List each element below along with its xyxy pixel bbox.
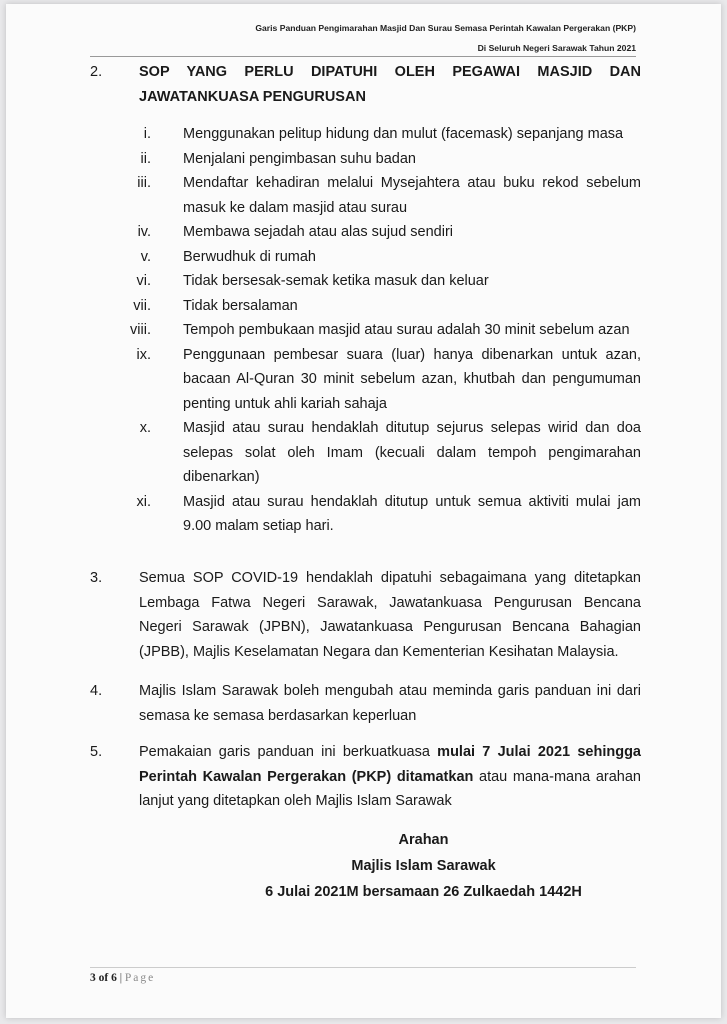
list-item-text: [183, 490, 641, 539]
page-number: 3 of 6: [90, 972, 117, 984]
text-line: Negeri Sarawak (JPBN), Jawatankuasa Pengurusan Bencana Bahagian: [139, 619, 641, 635]
list-item-number: viii.: [130, 322, 151, 338]
section-paragraph: [139, 566, 641, 664]
text-line: [139, 740, 641, 765]
list-item: [90, 269, 641, 294]
text-run: Pemakaian garis panduan ini berkuatkuasa: [139, 744, 438, 760]
list-item: [90, 318, 641, 343]
closing-line: Majlis Islam Sarawak: [351, 858, 496, 874]
list-item: [90, 490, 641, 539]
list-item-number: vi.: [136, 273, 151, 289]
list-item-number: vii.: [133, 297, 151, 314]
section-number: 5.: [90, 744, 103, 760]
text-run-bold: mulai 7 Julai 2021 sehingga: [437, 744, 641, 760]
list-item-text: [183, 416, 641, 490]
list-item: [90, 171, 641, 220]
text-line: (JPBB), Majlis Keselamatan Negara dan Kementerian Kesihatan Malaysia.: [139, 643, 619, 660]
list-item-number: i.: [143, 126, 151, 142]
text-line: Lembaga Fatwa Negeri Sarawak, Jawatankuasa Pengurusan Bencana: [139, 594, 641, 611]
text-line: lanjut yang ditetapkan oleh Majlis Islam Sarawak: [139, 793, 452, 809]
section-3: [90, 566, 641, 664]
list-item-text: Menggunakan pelitup hidung dan mulut (facemask) sepanjang masa: [183, 126, 624, 142]
text-line: semasa ke semasa berdasarkan keperluan: [139, 707, 417, 724]
list-item: [90, 122, 641, 147]
text-line: Majlis Islam Sarawak boleh mengubah atau meminda garis panduan ini dari: [139, 683, 641, 699]
header-title: Garis Panduan Pengimarahan Masjid Dan Surau Semasa Perintah Kawalan Pergerakan (PKP): [255, 23, 636, 33]
list-item-number: x.: [139, 420, 151, 436]
list-item-number: ii.: [140, 150, 151, 167]
list-item: [90, 294, 641, 319]
list-item-text: [183, 171, 641, 220]
section-paragraph: [139, 740, 641, 814]
header-divider: [90, 56, 636, 57]
list-item: [90, 147, 641, 172]
list-item: [90, 220, 641, 245]
sop-list: [90, 122, 641, 539]
section-paragraph: [139, 679, 641, 728]
text-line: Masjid atau surau hendaklah ditutup untuk semua aktiviti mulai jam: [183, 493, 641, 510]
section-4: [90, 679, 641, 728]
section-title-line: SOP YANG PERLU DIPATUHI OLEH PEGAWAI MASJID DAN: [139, 64, 641, 80]
list-item-number: ix.: [136, 346, 151, 363]
list-item: [90, 416, 641, 490]
text-line: selepas solat oleh Imam (kecuali dalam tempoh pengimarahan: [183, 444, 641, 461]
section-title: [139, 60, 641, 109]
list-item-number: v.: [140, 248, 151, 265]
text-line: [139, 765, 641, 790]
list-item-text: Tidak bersalaman: [183, 297, 298, 314]
text-run: atau mana-mana arahan: [473, 768, 641, 785]
list-item-number: iii.: [137, 175, 151, 191]
section-number: 2.: [90, 64, 103, 80]
document-page: [6, 4, 721, 1018]
text-line: bacaan Al-Quran 30 minit sebelum azan, khutbah dan pengumuman: [183, 371, 641, 387]
text-line: Mendaftar kehadiran melalui Mysejahtera atau buku rekod sebelum: [183, 175, 641, 191]
text-run-bold: Perintah Kawalan Pergerakan (PKP) ditamatkan: [139, 768, 474, 785]
footer-page-label: Page: [124, 972, 156, 984]
section-title-line: JAWATANKUASA PENGURUSAN: [139, 88, 366, 105]
footer-separator: |: [119, 972, 123, 984]
footer-divider: [90, 967, 636, 968]
list-item-number: xi.: [136, 493, 151, 510]
closing-line: 6 Julai 2021M bersamaan 26 Zulkaedah 1442H: [265, 884, 582, 900]
list-item-text: Menjalani pengimbasan suhu badan: [183, 150, 416, 167]
text-line: Penggunaan pembesar suara (luar) hanya dibenarkan untuk azan,: [183, 346, 641, 363]
section-number: 4.: [90, 683, 103, 699]
list-item: [90, 245, 641, 270]
section-2: [90, 60, 641, 109]
section-5: [90, 740, 641, 814]
text-line: 9.00 malam setiap hari.: [183, 518, 334, 534]
text-line: penting untuk ahli kariah sahaja: [183, 395, 387, 412]
list-item: [90, 343, 641, 417]
section-number: 3.: [90, 570, 103, 586]
text-line: Masjid atau surau hendaklah ditutup sejurus selepas wirid dan doa: [183, 420, 641, 436]
closing-line: Arahan: [398, 832, 449, 848]
list-item-text: Membawa sejadah atau alas sujud sendiri: [183, 224, 454, 240]
closing-signature: [6, 827, 721, 905]
header-subtitle: Di Seluruh Negeri Sarawak Tahun 2021: [477, 43, 636, 53]
list-item-text: Tempoh pembukaan masjid atau surau adalah 30 minit sebelum azan: [183, 322, 630, 338]
text-line: Semua SOP COVID-19 hendaklah dipatuhi sebagaimana yang ditetapkan: [139, 570, 641, 586]
list-item-text: Tidak bersesak-semak ketika masuk dan keluar: [183, 273, 489, 289]
list-item-text: Berwudhuk di rumah: [183, 248, 316, 265]
page-footer: [90, 972, 155, 984]
text-line: dibenarkan): [183, 469, 260, 485]
page-header: [255, 18, 636, 58]
list-item-text: [183, 343, 641, 417]
list-item-number: iv.: [137, 224, 151, 240]
text-line: masuk ke dalam masjid atau surau: [183, 199, 408, 216]
